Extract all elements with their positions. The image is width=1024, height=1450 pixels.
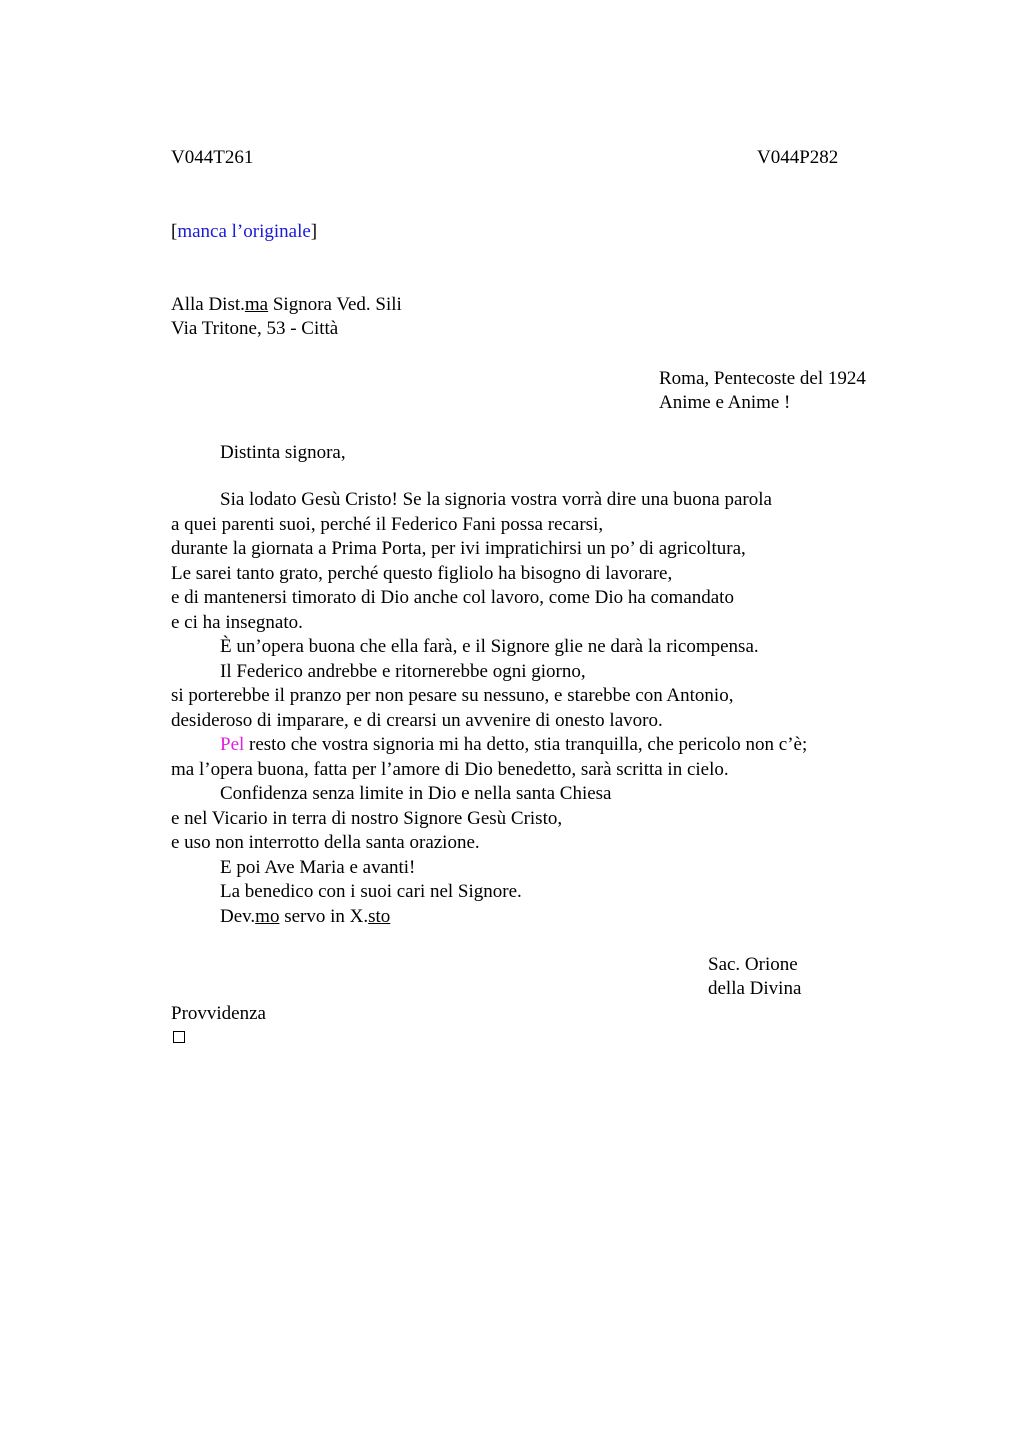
closing-start: Dev. — [220, 905, 256, 927]
note-text: manca l’originale — [177, 221, 311, 242]
note-open-bracket: [ — [171, 221, 178, 242]
body-line: durante la giornata a Prima Porta, per ivi impratichirsi un po’ di agricoltura, — [171, 538, 746, 559]
document-code-left: V044T261 — [171, 147, 254, 168]
body-line: a quei parenti suoi, perché il Federico Fani possa recarsi, — [171, 513, 604, 535]
address-line-1 — [171, 293, 402, 317]
signature-block — [708, 953, 801, 1001]
closing-abbrev-mo: mo — [255, 905, 280, 927]
document-code-right: V044P282 — [757, 147, 839, 168]
closing-abbrev-sto: sto — [368, 905, 391, 927]
address-abbrev-ma: ma — [244, 294, 269, 315]
body-line-rest: resto che vostra signoria mi ha detto, stia tranquilla, che pericolo non c’è; — [244, 734, 808, 755]
closing-middle: servo in X. — [279, 905, 369, 927]
letter-body — [171, 488, 807, 929]
body-line — [171, 733, 807, 758]
editorial-note — [171, 220, 317, 244]
signature-line-2: della Divina — [708, 978, 802, 999]
signature-line-1: Sac. Orione — [708, 954, 798, 975]
address-line-1-start: Alla Dist. — [171, 294, 245, 315]
body-line: e di mantenersi timorato di Dio anche col lavoro, come Dio ha comandato — [171, 587, 734, 608]
signature-line-3: Provvidenza — [171, 1003, 266, 1024]
body-line: Confidenza senza limite in Dio e nella santa Chiesa — [220, 783, 612, 804]
empty-box-icon — [173, 1031, 185, 1043]
body-line: La benedico con i suoi cari nel Signore. — [220, 881, 522, 902]
address-line-2: Via Tritone, 53 - Città — [171, 318, 339, 339]
body-line: E poi Ave Maria e avanti! — [220, 856, 416, 878]
motto: Anime e Anime ! — [659, 392, 791, 413]
body-line: si porterebbe il pranzo per non pesare su nessuno, e starebbe con Antonio, — [171, 685, 734, 706]
body-line: e ci ha insegnato. — [171, 611, 303, 633]
place-date: Roma, Pentecoste del 1924 — [659, 368, 866, 389]
body-line: Sia lodato Gesù Cristo! Se la signoria vostra vorrà dire una buona parola — [220, 489, 772, 510]
address-line-1-end: Signora Ved. Sili — [268, 294, 402, 315]
body-line: desideroso di imparare, e di crearsi un avvenire di onesto lavoro. — [171, 709, 663, 731]
body-line: ma l’opera buona, fatta per l’amore di Dio benedetto, sarà scritta in cielo. — [171, 758, 729, 780]
salutation: Distinta signora, — [220, 442, 346, 463]
address-block — [171, 293, 402, 341]
body-line: e nel Vicario in terra di nostro Signore Gesù Cristo, — [171, 807, 563, 829]
body-line: È un’opera buona che ella farà, e il Signore glie ne darà la ricompensa. — [220, 636, 759, 657]
closing-line — [171, 905, 807, 930]
body-line: e uso non interrotto della santa orazione. — [171, 832, 480, 853]
body-line: Le sarei tanto grato, perché questo figliolo ha bisogno di lavorare, — [171, 562, 673, 584]
body-line: Il Federico andrebbe e ritornerebbe ogni giorno, — [220, 660, 586, 682]
note-close-bracket: ] — [310, 221, 318, 242]
highlighted-word: Pel — [220, 734, 245, 755]
dateline-block — [659, 367, 866, 415]
